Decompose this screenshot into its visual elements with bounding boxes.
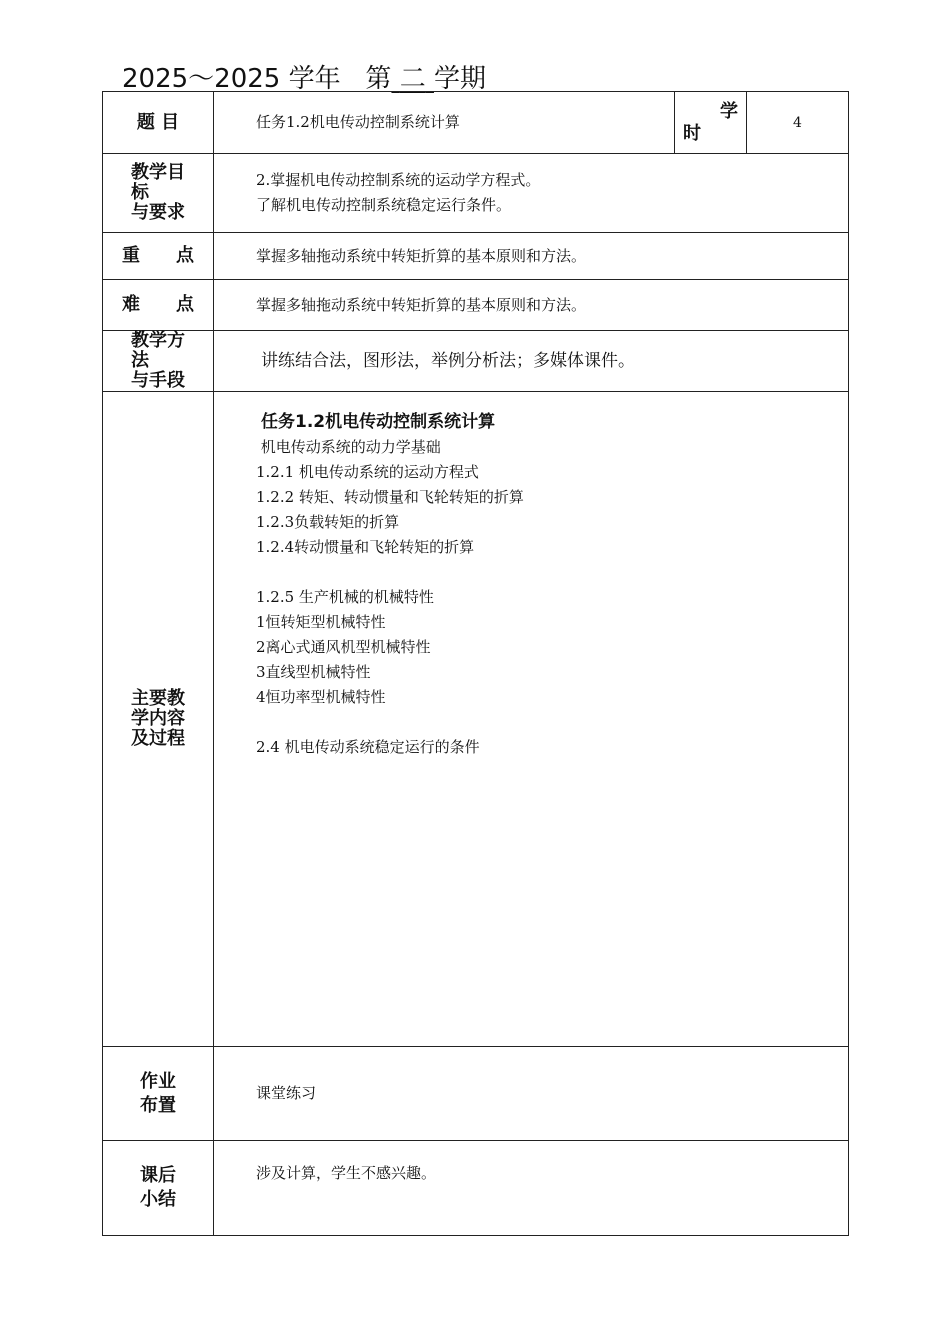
main-content-label <box>103 392 214 1047</box>
key-points-label: 重 点 <box>103 233 214 280</box>
objectives-value <box>214 154 849 233</box>
difficult-points-row <box>103 280 849 331</box>
summary-label-1: 课后 <box>140 1165 176 1186</box>
main-content-title: 任务1.2机电传动控制系统计算 <box>261 412 496 432</box>
difficult-points-value: 掌握多轴拖动系统中转矩折算的基本原则和方法。 <box>214 280 849 331</box>
summary-label-2: 小结 <box>140 1189 176 1210</box>
summary-label <box>103 1141 214 1236</box>
term-value: 二 <box>399 64 426 94</box>
hours-label-1: 学 <box>720 100 738 122</box>
methods-label-2: 法 <box>131 350 149 371</box>
summary-value: 涉及计算，学生不感兴趣。 <box>214 1141 849 1236</box>
year-suffix: 学年 <box>288 64 341 94</box>
lesson-plan-table <box>102 91 849 1236</box>
objectives-label-2: 标 <box>131 182 149 203</box>
content-line: 2离心式通风机型机械特性 <box>256 638 431 656</box>
main-content-lines <box>256 435 848 760</box>
summary-row <box>103 1141 849 1236</box>
difficult-points-label: 难 点 <box>103 280 214 331</box>
methods-label <box>103 331 214 392</box>
objectives-row <box>103 154 849 233</box>
content-line: 1.2.2 转矩、转动惯量和飞轮转矩的折算 <box>256 488 524 506</box>
term-suffix: 学期 <box>433 64 486 94</box>
topic-value: 任务1.2机电传动控制系统计算 <box>214 92 675 154</box>
homework-label <box>103 1047 214 1141</box>
methods-label-3: 与手段 <box>131 370 185 391</box>
hours-value: 4 <box>747 92 849 154</box>
main-content-label-3: 及过程 <box>131 728 185 749</box>
academic-years: 2025～2025 <box>122 64 281 94</box>
objectives-label-1: 教学目 <box>131 162 185 183</box>
content-line: 2.4 机电传动系统稳定运行的条件 <box>256 738 480 756</box>
hours-label-2: 时 <box>683 122 701 144</box>
content-line: 1.2.1 机电传动系统的运动方程式 <box>256 463 479 481</box>
content-line: 3直线型机械特性 <box>256 663 371 681</box>
content-line: 机电传动系统的动力学基础 <box>256 438 441 456</box>
topic-row <box>103 92 849 154</box>
content-line: 1.2.4转动惯量和飞轮转矩的折算 <box>256 538 475 556</box>
topic-label: 题 目 <box>103 92 214 154</box>
objectives-label <box>103 154 214 233</box>
methods-row <box>103 331 849 392</box>
objective-line-1: 2.掌握机电传动控制系统的运动学方程式。 <box>256 171 541 189</box>
homework-value: 课堂练习 <box>214 1047 849 1141</box>
methods-label-1: 教学方 <box>131 330 185 351</box>
homework-row <box>103 1047 849 1141</box>
content-line <box>256 710 848 735</box>
homework-label-1: 作业 <box>140 1070 176 1092</box>
content-line: 1.2.5 生产机械的机械特性 <box>256 588 434 606</box>
page-header <box>122 58 486 95</box>
content-line <box>256 560 848 585</box>
content-line: 4恒功率型机械特性 <box>256 688 386 706</box>
methods-value: 讲练结合法，图形法，举例分析法；多媒体课件。 <box>214 331 849 392</box>
content-line: 1.2.3负载转矩的折算 <box>256 513 400 531</box>
main-content-row <box>103 392 849 1047</box>
term-prefix: 第 <box>365 64 392 94</box>
main-content-value <box>214 392 849 1047</box>
content-line: 1恒转矩型机械特性 <box>256 613 386 631</box>
key-points-value: 掌握多轴拖动系统中转矩折算的基本原则和方法。 <box>214 233 849 280</box>
hours-label <box>675 92 747 154</box>
homework-label-2: 布置 <box>140 1094 176 1116</box>
main-content-label-1: 主要教 <box>131 688 185 709</box>
objectives-label-3: 与要求 <box>131 202 185 223</box>
objective-line-2: 了解机电传动控制系统稳定运行条件。 <box>256 196 512 214</box>
main-content-label-2: 学内容 <box>131 708 185 729</box>
key-points-row <box>103 233 849 280</box>
